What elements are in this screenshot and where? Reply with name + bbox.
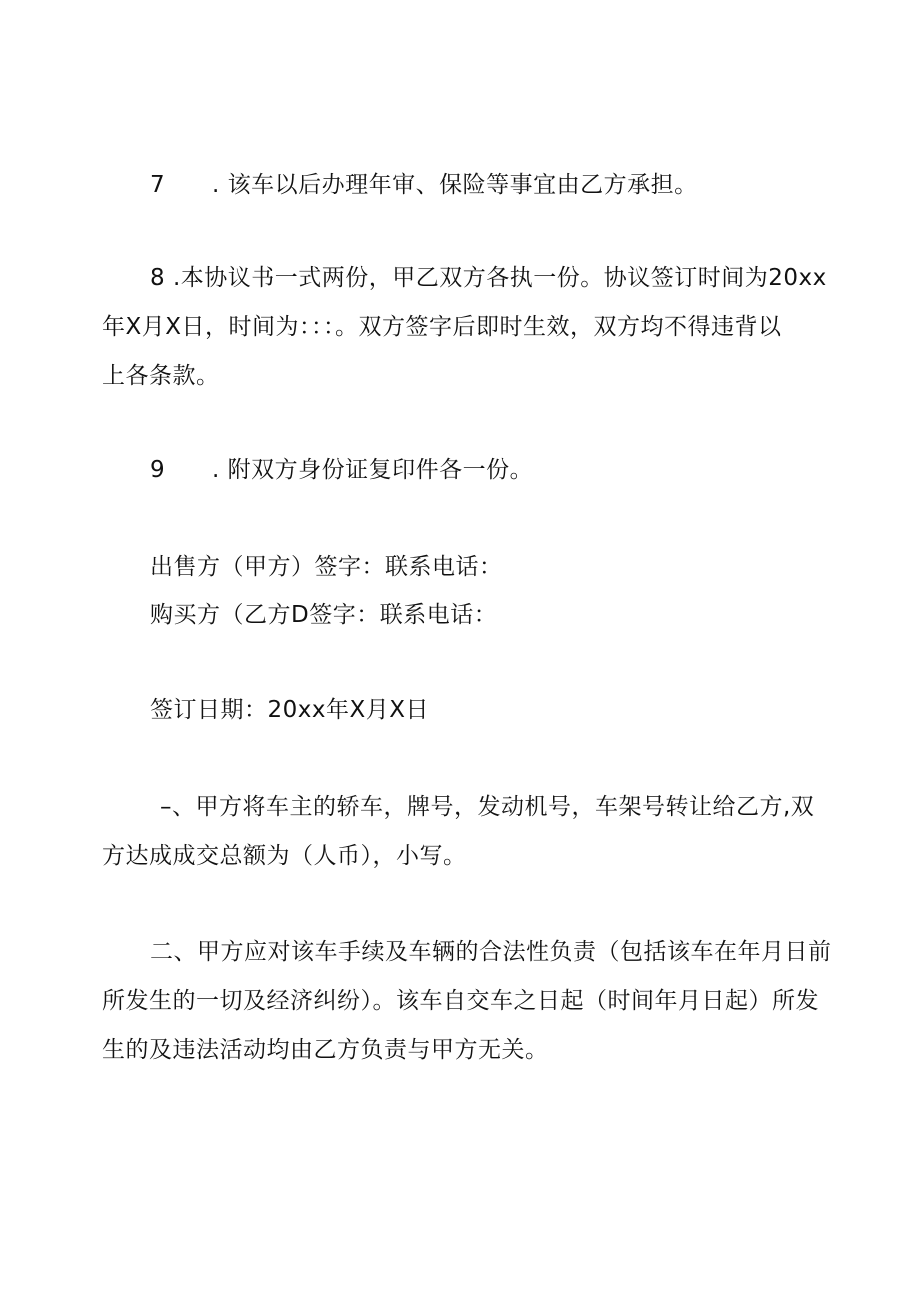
item-7 [150, 170, 698, 200]
clause-1-line-1: –、甲方将车主的轿车，牌号，发动机号，车架号转让给乙方,双 [160, 794, 815, 820]
item-7-number: 7 [150, 172, 166, 198]
item-9-text: . 附双方身份证复印件各一份。 [212, 457, 534, 483]
signing-date: 签订日期：20xx年X月X日 [150, 697, 430, 723]
buyer-signature-line: 购买方（乙方D签字：联系电话： [150, 602, 498, 628]
clause-2-line-3: 生的及违法活动均由乙方负责与甲方无关。 [102, 1037, 549, 1063]
seller-signature-line: 出售方（甲方）签字：联系电话： [150, 554, 503, 580]
clause-1-line-2: 方达成成交总额为（人币），小写。 [102, 843, 467, 869]
item-9 [150, 455, 533, 485]
clause-2-line-1: 二、甲方应对该车手续及车辆的合法性负责（包括该车在年月日前 [150, 939, 832, 965]
item-8-line-2: 年X月X日，时间为：：：。双方签字后即时生效，双方均不得违背以 [102, 314, 782, 340]
item-9-number: 9 [150, 457, 166, 483]
item-7-text: . 该车以后办理年审、保险等事宜由乙方承担。 [212, 172, 698, 198]
item-8-line-3: 上各条款。 [102, 363, 220, 389]
clause-2-line-2: 所发生的一切及经济纠纷）。该车自交车之日起（时间年月日起）所发 [102, 988, 819, 1014]
item-8-line-1: 8 .本协议书一式两份，甲乙双方各执一份。协议签订时间为20xx [150, 265, 827, 291]
